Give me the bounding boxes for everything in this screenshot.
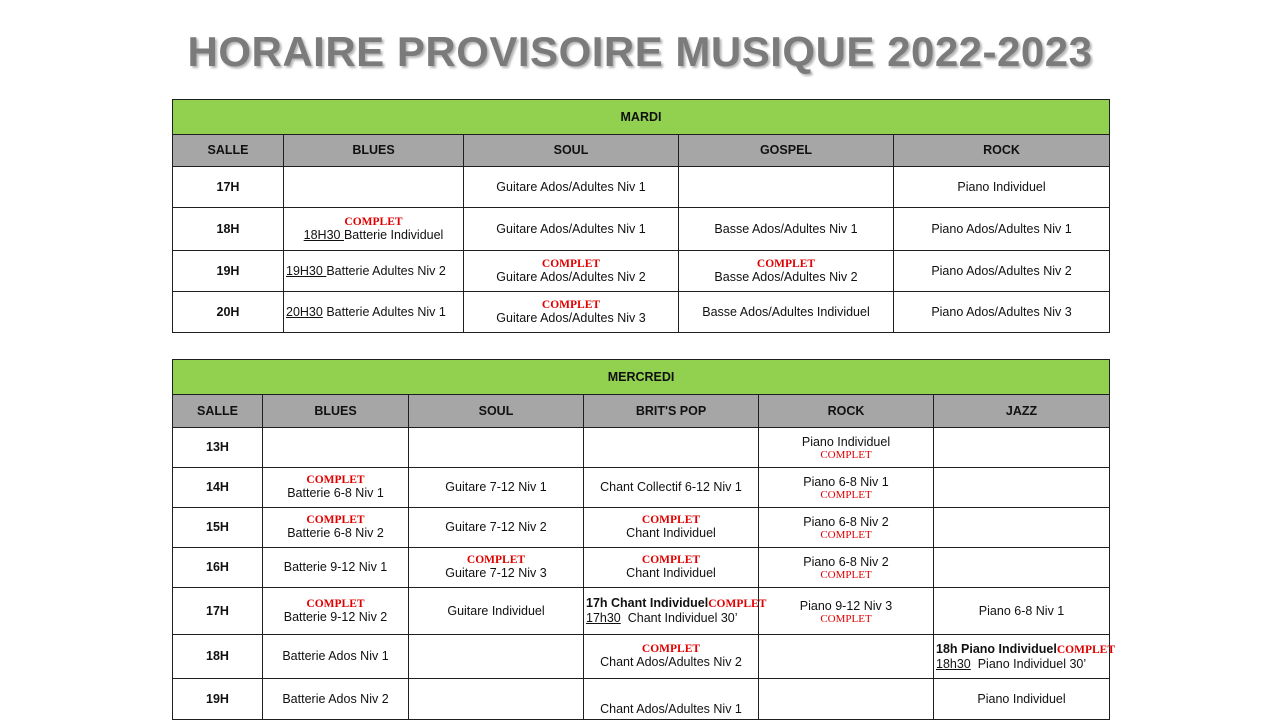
col-header-soul: SOUL	[464, 135, 679, 167]
course-label: Piano 9-12 Niv 3	[799, 598, 893, 613]
schedule-cell: Batterie 9-12 Niv 1	[263, 548, 409, 588]
schedule-cell	[284, 167, 464, 208]
schedule-cell: Piano 6-8 Niv 1	[934, 588, 1110, 635]
schedule-cell: Batterie Ados Niv 2	[263, 679, 409, 720]
day-header-mardi: MARDI	[173, 100, 1110, 135]
time-label: 18H30	[303, 227, 344, 242]
course-label: Basse Ados/Adultes Niv 2	[714, 269, 858, 284]
complet-badge: COMPLET	[306, 597, 365, 610]
schedule-cell	[464, 251, 679, 292]
schedule-cell	[759, 468, 934, 508]
table-row	[173, 679, 1110, 720]
course-label: 18h Piano Individuel	[936, 641, 1057, 656]
table-row	[173, 588, 1110, 635]
course-label: Guitare Ados/Adultes Niv 2	[496, 269, 646, 284]
table-row	[173, 468, 1110, 508]
time-label: 19H30	[286, 263, 327, 278]
course-label: Chant Ados/Adultes Niv 2	[600, 655, 742, 669]
schedule-cell	[263, 468, 409, 508]
schedule-cell	[284, 292, 464, 333]
complet-badge: COMPLET	[708, 598, 767, 610]
hour-cell: 15H	[173, 508, 263, 548]
complet-badge: COMPLET	[820, 529, 872, 541]
course-label: Piano 6-8 Niv 1	[803, 475, 889, 489]
hour-cell: 14H	[173, 468, 263, 508]
complet-badge: COMPLET	[541, 257, 601, 270]
col-header-blues: BLUES	[263, 395, 409, 428]
day-header-mercredi: MERCREDI	[173, 360, 1110, 395]
schedule-cell: Piano Individuel	[894, 167, 1110, 208]
col-header-salle: SALLE	[173, 395, 263, 428]
course-label: 17h Chant Individuel	[586, 596, 709, 610]
table-row	[173, 428, 1110, 468]
schedule-cell: Basse Ados/Adultes Individuel	[679, 292, 894, 333]
schedule-cell	[934, 428, 1110, 468]
course-label: Batterie Adultes Niv 2	[326, 263, 446, 278]
schedule-cell	[409, 635, 584, 679]
complet-badge: COMPLET	[344, 215, 403, 228]
schedule-cell: Guitare Individuel	[409, 588, 584, 635]
schedule-cell: Chant Ados/Adultes Niv 1	[584, 679, 759, 720]
course-label: Batterie Adultes Niv 1	[322, 304, 446, 319]
schedule-cell	[934, 508, 1110, 548]
course-label: Batterie 9-12 Niv 2	[283, 609, 388, 624]
course-label: Batterie 6-8 Niv 2	[287, 526, 384, 540]
complet-badge: COMPLET	[641, 554, 701, 566]
schedule-cell	[759, 679, 934, 720]
complet-badge: COMPLET	[306, 474, 365, 486]
course-label: Piano Individuel	[801, 435, 891, 449]
schedule-cell	[934, 468, 1110, 508]
complet-badge: COMPLET	[756, 257, 816, 270]
complet-badge: COMPLET	[641, 514, 701, 526]
schedule-cell	[759, 548, 934, 588]
schedule-cell: Guitare Ados/Adultes Niv 1	[464, 208, 679, 251]
schedule-cell	[584, 548, 759, 588]
hour-cell: 19H	[173, 679, 263, 720]
schedule-cell	[679, 251, 894, 292]
col-header-blues: BLUES	[284, 135, 464, 167]
schedule-cell	[263, 588, 409, 635]
schedule-cell	[934, 635, 1115, 679]
col-header-rock: ROCK	[894, 135, 1110, 167]
col-header-salle: SALLE	[173, 135, 284, 167]
complet-badge: COMPLET	[306, 514, 365, 526]
complet-badge: COMPLET	[541, 298, 601, 311]
table-row	[173, 167, 1110, 208]
complet-badge: COMPLET	[820, 489, 872, 501]
schedule-cell	[759, 635, 934, 679]
schedule-cell: Batterie Ados Niv 1	[263, 635, 409, 679]
schedule-cell	[409, 548, 584, 588]
course-label: Piano 6-8 Niv 2	[803, 555, 889, 569]
schedule-cell: Piano Individuel	[934, 679, 1110, 720]
schedule-cell	[464, 292, 679, 333]
hour-cell: 19H	[173, 251, 284, 292]
col-header-rock: ROCK	[759, 395, 934, 428]
complet-badge: COMPLET	[466, 554, 526, 566]
schedule-cell	[409, 679, 584, 720]
page-title: HORAIRE PROVISOIRE MUSIQUE 2022-2023	[187, 28, 1093, 75]
complet-badge: COMPLET	[1056, 643, 1115, 656]
schedule-cell: Piano Ados/Adultes Niv 1	[894, 208, 1110, 251]
schedule-cell	[584, 508, 759, 548]
course-label: Guitare 7-12 Niv 3	[445, 566, 547, 580]
hour-cell: 16H	[173, 548, 263, 588]
complet-badge: COMPLET	[820, 612, 872, 625]
table-row	[173, 208, 1110, 251]
course-label: Piano Individuel 30’	[970, 656, 1087, 671]
schedule-cell: Chant Collectif 6-12 Niv 1	[584, 468, 759, 508]
col-header-britpop: BRIT'S POP	[584, 395, 759, 428]
schedule-cell	[759, 588, 934, 635]
hour-cell: 17H	[173, 588, 263, 635]
schedule-cell	[934, 548, 1110, 588]
col-header-soul: SOUL	[409, 395, 584, 428]
hour-cell: 18H	[173, 208, 284, 251]
schedule-cell	[584, 428, 759, 468]
table-row	[173, 548, 1110, 588]
complet-badge: COMPLET	[820, 569, 872, 581]
table-row	[173, 635, 1110, 679]
schedule-cell	[679, 167, 894, 208]
schedule-cell: Basse Ados/Adultes Niv 1	[679, 208, 894, 251]
schedule-cell: Piano Ados/Adultes Niv 3	[894, 292, 1110, 333]
course-label: Chant Individuel	[626, 566, 716, 580]
time-label: 20H30	[286, 304, 323, 319]
mardi-table	[172, 99, 1110, 333]
table-row	[173, 251, 1110, 292]
schedule-cell: Guitare Ados/Adultes Niv 1	[464, 167, 679, 208]
table-row	[173, 508, 1110, 548]
schedule-cell	[759, 428, 934, 468]
time-label: 17h30	[586, 611, 621, 625]
course-label: Chant Individuel	[626, 526, 716, 540]
course-label: Batterie Individuel	[343, 227, 444, 242]
col-header-gospel: GOSPEL	[679, 135, 894, 167]
mercredi-table	[172, 359, 1115, 720]
col-header-jazz: JAZZ	[934, 395, 1110, 428]
hour-cell: 13H	[173, 428, 263, 468]
course-label: Chant Individuel 30’	[620, 611, 738, 625]
schedule-cell	[284, 208, 464, 251]
schedule-cell	[584, 588, 767, 635]
schedule-cell: Guitare 7-12 Niv 1	[409, 468, 584, 508]
hour-cell: 20H	[173, 292, 284, 333]
schedule-cell	[584, 635, 759, 679]
schedule-cell: Guitare 7-12 Niv 2	[409, 508, 584, 548]
schedule-cell	[263, 508, 409, 548]
hour-cell: 18H	[173, 635, 263, 679]
complet-badge: COMPLET	[641, 643, 701, 655]
schedule-cell: Piano Ados/Adultes Niv 2	[894, 251, 1110, 292]
schedule-cell	[284, 251, 464, 292]
course-label: Piano 6-8 Niv 2	[803, 515, 889, 529]
hour-cell: 17H	[173, 167, 284, 208]
course-label: Guitare Ados/Adultes Niv 3	[496, 310, 646, 325]
schedule-cell	[263, 428, 409, 468]
course-label: Batterie 6-8 Niv 1	[287, 486, 384, 500]
time-label: 18h30	[936, 656, 971, 671]
complet-badge: COMPLET	[820, 449, 872, 461]
table-row	[173, 292, 1110, 333]
schedule-cell	[759, 508, 934, 548]
schedule-cell	[409, 428, 584, 468]
